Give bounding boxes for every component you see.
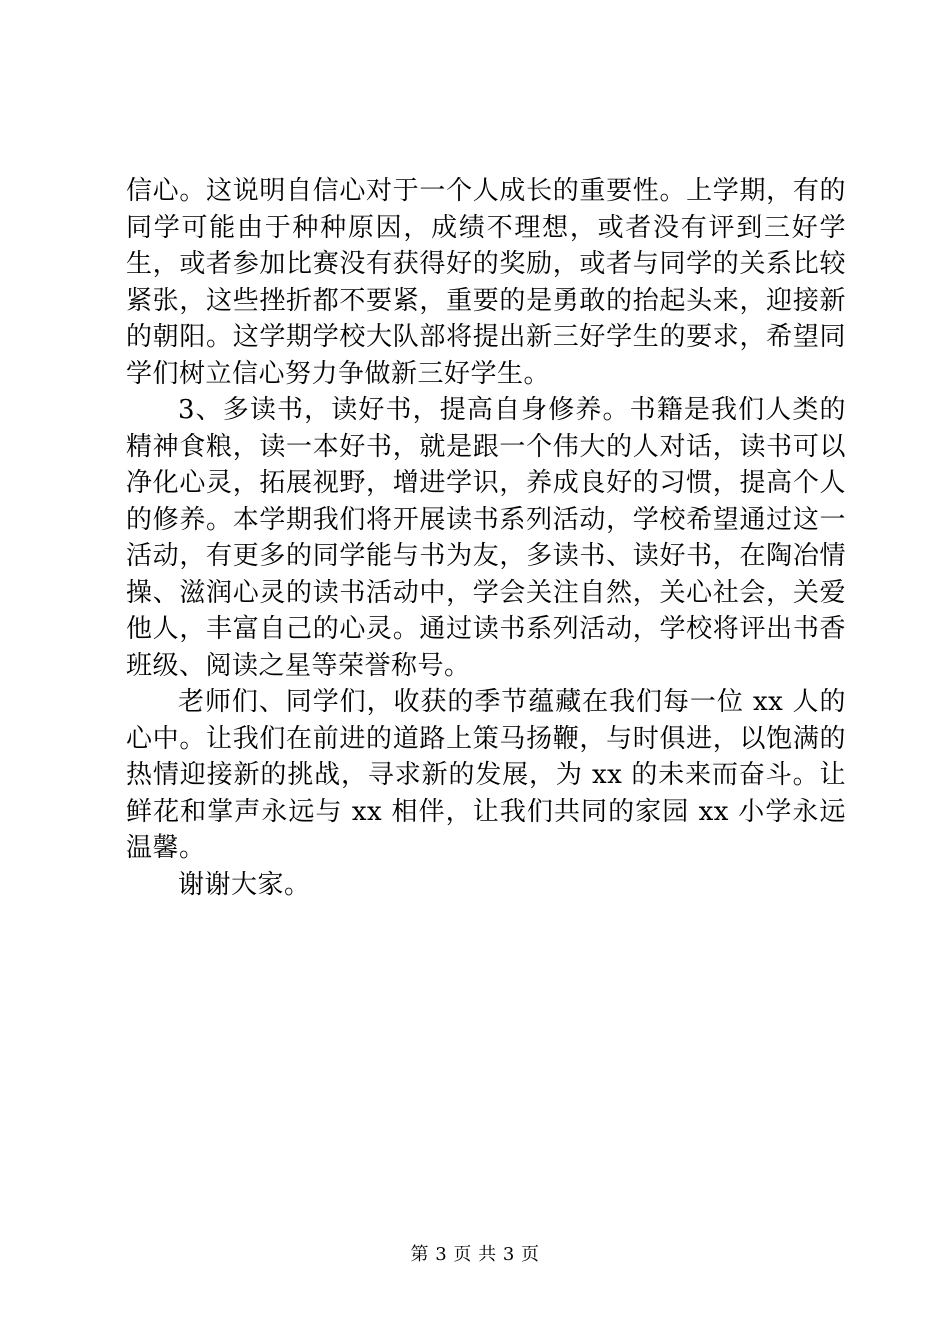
page-number-footer: 第 3 页 共 3 页	[410, 1244, 540, 1265]
paragraph-closing: 老师们、同学们，收获的季节蕴藏在我们每一位 xx 人的心中。让我们在前进的道路上策马扬鞭，与时俱进，以饱满的热情迎接新的挑战，寻求新的发展，为 xx 的未来而奋斗。让鲜花和掌声永远与 xx 相伴，让我们共同的家园 xx 小学永远温馨。	[126, 687, 846, 863]
document-body	[126, 173, 846, 903]
paragraph-thanks: 谢谢大家。	[178, 869, 311, 900]
paragraph-self-confidence: 信心。这说明自信心对于一个人成长的重要性。上学期，有的同学可能由于种种原因，成绩不理想，或者没有评到三好学生，或者参加比赛没有获得好的奖励，或者与同学的关系比较紧张，这些挫折都不要紧，重要的是勇敢的抬起头来，迎接新的朝阳。这学期学校大队部将提出新三好学生的要求，希望同学们树立信心努力争做新三好学生。	[126, 176, 846, 389]
paragraph-reading: 3、多读书，读好书，提高自身修养。书籍是我们人类的精神食粮，读一本好书，就是跟一个伟大的人对话，读书可以净化心灵，拓展视野，增进学识，养成良好的习惯，提高个人的修养。本学期我们将开展读书系列活动，学校希望通过这一活动，有更多的同学能与书为友，多读书、读好书，在陶冶情操、滋润心灵的读书活动中，学会关注自然，关心社会，关爱他人，丰富自己的心灵。通过读书系列活动，学校将评出书香班级、阅读之星等荣誉称号。	[126, 395, 846, 681]
